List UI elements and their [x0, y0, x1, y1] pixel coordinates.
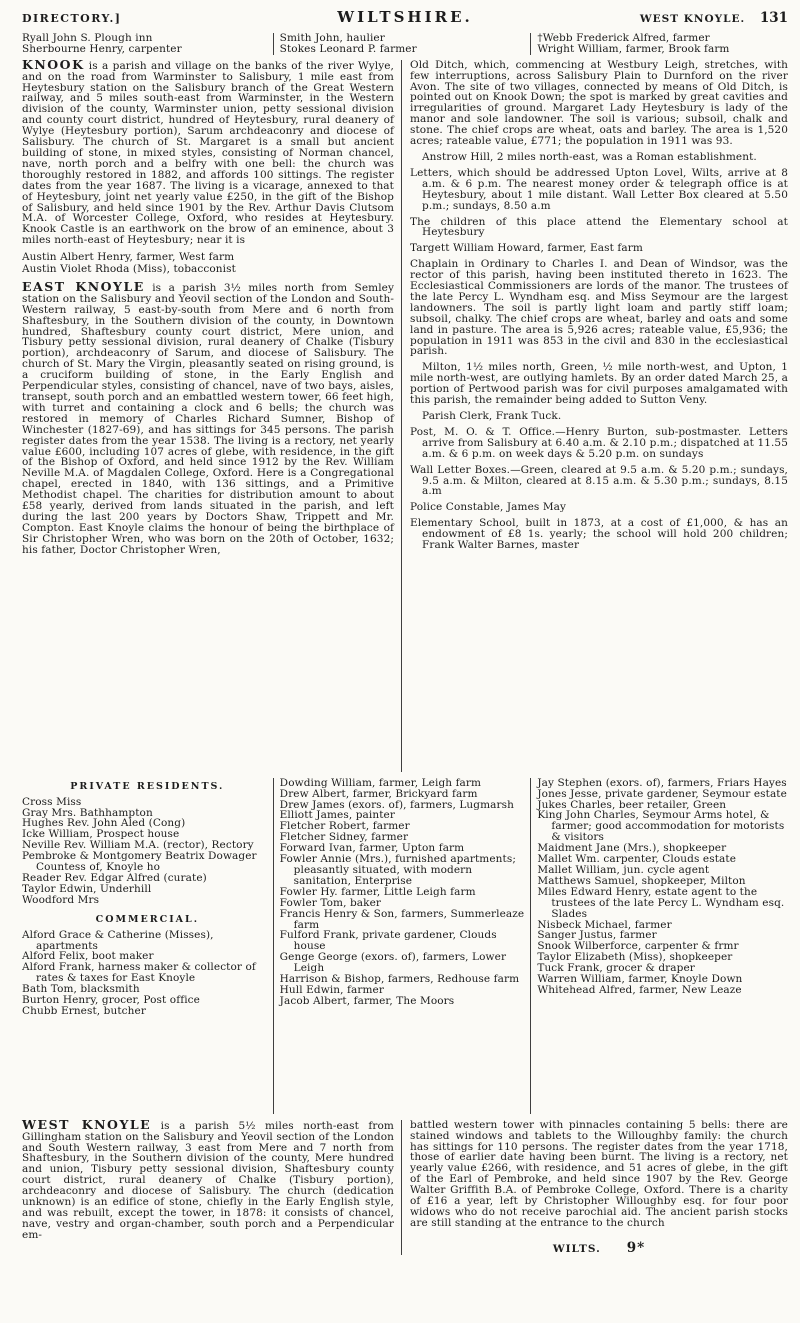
private-residents-list: [22, 797, 273, 906]
directory-entry: †Webb Frederick Alfred, farmer: [537, 31, 710, 44]
paragraph: Elementary School, built in 1873, at a cost of £1,000, & has an endowment of £8 1s. yearly; the school will hold 200 children; Frank Walter Barnes, master: [410, 517, 788, 552]
directory-entry: Jones Jesse, private gardener, Seymour estate: [537, 787, 787, 800]
west-knoyle-lead: WEST KNOYLE: [22, 1116, 152, 1132]
paragraph: Post, M. O. & T. Office.—Henry Burton, sub-postmaster. Letters arrive from Salisbury at 6.40 a.m. & 2.10 p.m.; dispatched at 11.55 a.m. & 6 p.m. on week days & 5.20 p.m. on sundays: [410, 425, 788, 460]
directory-entry: Gray Mrs. Bathhampton: [22, 806, 153, 819]
directory-entry: Jacob Albert, farmer, The Moors: [279, 994, 455, 1007]
main-right-column: [401, 60, 788, 772]
directory-entry: Cross Miss: [22, 795, 82, 808]
paragraph: Old Ditch, which, commencing at Westbury Leigh, stretches, with few interruptions, across Salisbury Plain to Durnford on the river Avon. The site of two villages, connected by means of Old Ditch, is pointed out on Knook Down; the spot is marked by great cavities and irregularities of ground. Margaret Lady Heytesbury is lady of the manor and sole landowner. The soil is various; subsoil, chalk and stone. The chief crops are wheat, oats and barley. The area is 1,520 acres; rateable value, £771; the population in 1911 was 93.: [410, 58, 788, 148]
private-residents-heading: PRIVATE RESIDENTS.: [70, 780, 225, 792]
top-list-col-3: [530, 33, 788, 55]
directory-entry: Pembroke & Montgomery Beatrix Dowager Countess of, Knoyle ho: [22, 850, 257, 874]
directory-entry: Drew James (exors. of), farmers, Lugmarsh: [279, 798, 514, 811]
commercial-list: [22, 930, 273, 1017]
printers-imprint: [410, 1239, 788, 1256]
directory-entry: Whitehead Alfred, farmer, New Leaze: [537, 983, 742, 996]
directory-entry: Taylor Elizabeth (Miss), shopkeeper: [537, 951, 733, 964]
paragraph: The children of this place attend the Elementary school at Heytesbury: [410, 215, 788, 239]
directory-entry: Reader Rev. Edgar Alfred (curate): [22, 871, 207, 884]
directory-entry: Austin Albert Henry, farmer, West farm: [22, 251, 235, 264]
page-header: [22, 8, 788, 26]
commercial-heading: COMMERCIAL.: [95, 913, 200, 925]
west-knoyle-left-column: [22, 1116, 394, 1255]
directory-entry: Bath Tom, blacksmith: [22, 983, 140, 996]
directory-entry: Forward Ivan, farmer, Upton farm: [279, 842, 465, 855]
page-number: 131: [759, 10, 788, 26]
section-name: WEST KNOYLE.: [639, 13, 746, 25]
directory-entry: Fowler Hy. farmer, Little Leigh farm: [279, 885, 476, 898]
header-directory-label: DIRECTORY.]: [22, 12, 122, 25]
signature-mark: 9*: [626, 1239, 646, 1256]
paragraph: Anstrow Hill, 2 miles north-east, was a Roman establishment.: [422, 150, 757, 163]
directory-entry: Wright William, farmer, Brook farm: [537, 42, 730, 55]
imprint-county: WILTS.: [552, 1242, 601, 1255]
directory-entry: Hughes Rev. John Aled (Cong): [22, 817, 186, 830]
directory-entry: Fulford Frank, private gardener, Clouds house: [279, 929, 497, 953]
directory-entry: Fletcher Robert, farmer: [279, 820, 410, 833]
residents-col-1: [22, 778, 273, 1114]
east-knoyle-paragraph: [22, 278, 395, 556]
directory-entry: Neville Rev. William M.A. (rector), Rectory: [22, 839, 254, 852]
knook-lead: KNOOK: [22, 56, 85, 72]
knook-residents-list: [22, 252, 394, 275]
main-two-column-body: [22, 56, 788, 772]
west-knoyle-continuation: battled western tower with pinnacles containing 5 bells: there are stained windows and tablets to the Willoughby family: the church has sittings for 110 persons. The register dates from the year 1718, those of earlier date having been burnt. The living is a rectory, net yearly value £266, with residence, and 51 acres of glebe, in the gift of the Earl of Pembroke, and held since 1907 by the Rev. George Walter Griffith B.A. of Pembroke College, Oxford. There is a charity of £16 a year, left by Christopher Willoughby esq. for four poor widows who do not receive parochial aid. The ancient parish stocks are still standing at the entrance to the church: [410, 1118, 788, 1229]
directory-entry: Mallet Wm. carpenter, Clouds estate: [537, 853, 737, 866]
directory-entry: King John Charles, Seymour Arms hotel, & farmer; good accommodation for motorists & visitors: [537, 809, 785, 844]
header-section-ref: [588, 10, 788, 26]
paragraph: Police Constable, James May: [410, 501, 567, 514]
directory-entry: Maidment Jane (Mrs.), shopkeeper: [537, 842, 727, 855]
directory-entry: Matthews Samuel, shopkeeper, Milton: [537, 874, 746, 887]
page-title: WILTSHIRE.: [337, 8, 473, 26]
directory-entry: Smith John, haulier: [279, 31, 385, 44]
top-list-col-2: [273, 33, 531, 55]
directory-entry: Dowding William, farmer, Leigh farm: [279, 776, 482, 789]
directory-entry: Sherbourne Henry, carpenter: [22, 42, 182, 55]
directory-entry: Stokes Leonard P. farmer: [279, 42, 417, 55]
main-left-column: [22, 56, 395, 772]
directory-entry: Fowler Tom, baker: [279, 896, 382, 909]
paragraph: Wall Letter Boxes.—Green, cleared at 9.5 a.m. & 5.20 p.m.; sundays, 9.5 a.m. & Milton, cleared at 8.15 a.m. & 5.30 p.m.; sundays, 8.15 a.m: [410, 463, 788, 498]
directory-entry: Warren William, farmer, Knoyle Down: [537, 973, 743, 986]
directory-entry: Burton Henry, grocer, Post office: [22, 994, 200, 1007]
paragraph: Targett William Howard, farmer, East farm: [410, 242, 643, 255]
east-knoyle-lead: EAST KNOYLE: [22, 278, 145, 294]
directory-entry: Alford Felix, boot maker: [22, 950, 154, 963]
paragraph: Milton, 1½ miles north, Green, ½ mile north-west, and Upton, 1 mile north-west, are outlying hamlets. By an order dated March 25, a portion of Pertwood parish was for civil purposes amalgamated with this parish, the remainder being added to Sutton Veny.: [410, 361, 788, 407]
paragraph: Letters, which should be addressed Upton Lovel, Wilts, arrive at 8 a.m. & 6 p.m. The nearest money order & telegraph office is at Heytesbury, about 1 mile distant. Wall Letter Box cleared at 5.50 p.m.; sundays, 8.50 a.m: [410, 166, 788, 212]
paragraph: Parish Clerk, Frank Tuck.: [422, 410, 562, 422]
directory-entry: Snook Wilberforce, carpenter & frmr: [537, 940, 739, 953]
directory-entry: Jay Stephen (exors. of), farmers, Friars Hayes: [537, 776, 787, 789]
west-knoyle-right-column: [401, 1120, 788, 1255]
directory-entry: Fletcher Sidney, farmer: [279, 831, 409, 844]
east-knoyle-text: is a parish 3½ miles north from Semley station on the Salisbury and Yeovil section of the London and South-Western railway, 5 east-by-south from Mere and 6 north from Shaftesbury, in the Southern division of the county, in Downtown hundred, Shaftesbury county court district, Mere union, and Tisbury petty sessional division, rural deanery of Chalke (Tisbury portion), archdeaconry of Sarum, and diocese of Salisbury. The church of St. Mary the Virgin, pleasantly seated on rising ground, is a cruciform building of stone, in the Early English and Perpendicular styles, consisting of chancel, nave of two bays, aisles, transept, south porch and an embattled western tower, 66 feet high, with turret and containing a clock and 6 bells; the church was restored in memory of Charles Richard Sumner, Bishop of Winchester (1827-69), and has sittings for 345 persons. The parish register dates from the year 1538. The living is a rectory, net yearly value £600, including 107 acres of glebe, with residence, in the gift of the Bishop of Oxford, and held since 1912 by the Rev. William Neville M.A. of Magdalen College, Oxford. Here is a Congregational chapel, erected in 1840, with 136 sittings, and a Primitive Methodist chapel. The charities for distribution amount to about £58 yearly, derived from lands situated in the parish, and left during the last 200 years by Doctors Shaw, Trippett and Mr. Compton. East Knoyle claims the honour of being the birthplace of Sir Christopher Wren, who was born on the 20th of October, 1632; his father, Doctor Christopher Wren,: [22, 281, 395, 556]
directory-entry: Sanger Justus, farmer: [537, 929, 657, 942]
directory-entry: Francis Henry & Son, farmers, Summerleaze farm: [279, 907, 525, 931]
directory-entry: Jukes Charles, beer retailer, Green: [537, 798, 727, 811]
west-knoyle-continued-list: [22, 33, 788, 55]
west-knoyle-section: [22, 1116, 788, 1256]
directory-entry: Miles Edward Henry, estate agent to the trustees of the late Percy L. Wyndham esq. Slades: [537, 885, 785, 920]
paragraph: Chaplain in Ordinary to Charles I. and Dean of Windsor, was the rector of this parish, having been instituted thereto in 1623. The Ecclesiastical Commissioners are lords of the manor. The trustees of the late Percy L. Wyndham esq. and Miss Seymour are the largest landowners. The soil is partly light loam and partly stiff loam; subsoil, chalky. The chief crops are wheat, barley and oats and some land in pasture. The area is 5,926 acres; rateable value, £5,936; the population in 1911 was 853 in the civil and 830 in the ecclesiastical parish.: [410, 258, 788, 358]
directory-entry: Icke William, Prospect house: [22, 828, 180, 841]
residents-col-2: [273, 778, 531, 1114]
directory-entry: Alford Grace & Catherine (Misses), apartments: [22, 928, 214, 952]
residents-and-commercial-section: [22, 778, 788, 1114]
directory-entry: Harrison & Bishop, farmers, Redhouse farm: [279, 973, 520, 986]
directory-entry: Drew Albert, farmer, Brickyard farm: [279, 787, 478, 800]
directory-entry: Elliott James, painter: [279, 809, 395, 822]
directory-entry: Austin Violet Rhoda (Miss), tobacconist: [22, 263, 236, 276]
west-knoyle-paragraph: [22, 1116, 394, 1241]
directory-entry: Nisbeck Michael, farmer: [537, 918, 672, 931]
knook-paragraph: [22, 56, 394, 247]
top-list-col-1: [22, 33, 273, 55]
directory-entry: Taylor Edwin, Underhill: [22, 882, 152, 895]
directory-entry: Ryall John S. Plough inn: [22, 31, 153, 44]
west-knoyle-left-text: is a parish 5½ miles north-east from Gillingham station on the Salisbury and Yeovil section of the London and South Western railway, 3 east from Mere and 7 north from Shaftesbury, in the Southern division of the county, Mere hundred and union, Tisbury petty sessional division, Shaftesbury county court district, rural deanery of Chalke (Tisbury portion), archdeaconry and diocese of Salisbury. The church (dedication unknown) is an edifice of stone, chiefly in the Early English style, and was rebuilt, except the tower, in 1878: it consists of chancel, nave, vestry and organ-chamber, south porch and a Perpendicular em-: [22, 1119, 394, 1241]
directory-entry: Genge George (exors. of), farmers, Lower Leigh: [279, 951, 507, 975]
directory-entry: Fowler Annie (Mrs.), furnished apartments; pleasantly situated, with modern sanitation, Enterprise: [279, 853, 516, 887]
directory-entry: Mallet William, jun. cycle agent: [537, 863, 710, 876]
directory-entry: Woodford Mrs: [22, 893, 100, 906]
directory-entry: Chubb Ernest, butcher: [22, 1004, 146, 1017]
knook-text: is a parish and village on the banks of the river Wylye, and on the road from Warminster to Salisbury, 1 mile east from Heytesbury station on the Salisbury branch of the Great Western railway, and 5 miles south-east from Warminster, in the Western division of the county, Warminster union, petty sessional division and county court district, hundred of Heytesbury, rural deanery of Wylye (Heytesbury portion), Sarum archdeaconry and diocese of Salisbury. The church of St. Margaret is a small but ancient building of stone, in mixed styles, consisting of Norman chancel, nave, north porch and a belfry with one bell: the church was thoroughly restored in 1882, and affords 100 sittings. The register dates from the year 1687. The living is a vicarage, annexed to that of Heytesbury, joint net yearly value £250, in the gift of the Bishop of Salisbury, and held since 1901 by the Rev. Arthur Davis Clutsom M.A. of Worcester College, Oxford, who resides at Heytesbury. Knook Castle is an earthwork on the brow of an eminence, about 3 miles north-east of Heytesbury; near it is: [22, 59, 394, 247]
directory-entry: Hull Edwin, farmer: [279, 983, 384, 996]
directory-entry: Alford Frank, harness maker & collector of rates & taxes for East Knoyle: [22, 961, 256, 985]
residents-col-3: [530, 778, 788, 1114]
directory-entry: Tuck Frank, grocer & draper: [537, 962, 695, 975]
